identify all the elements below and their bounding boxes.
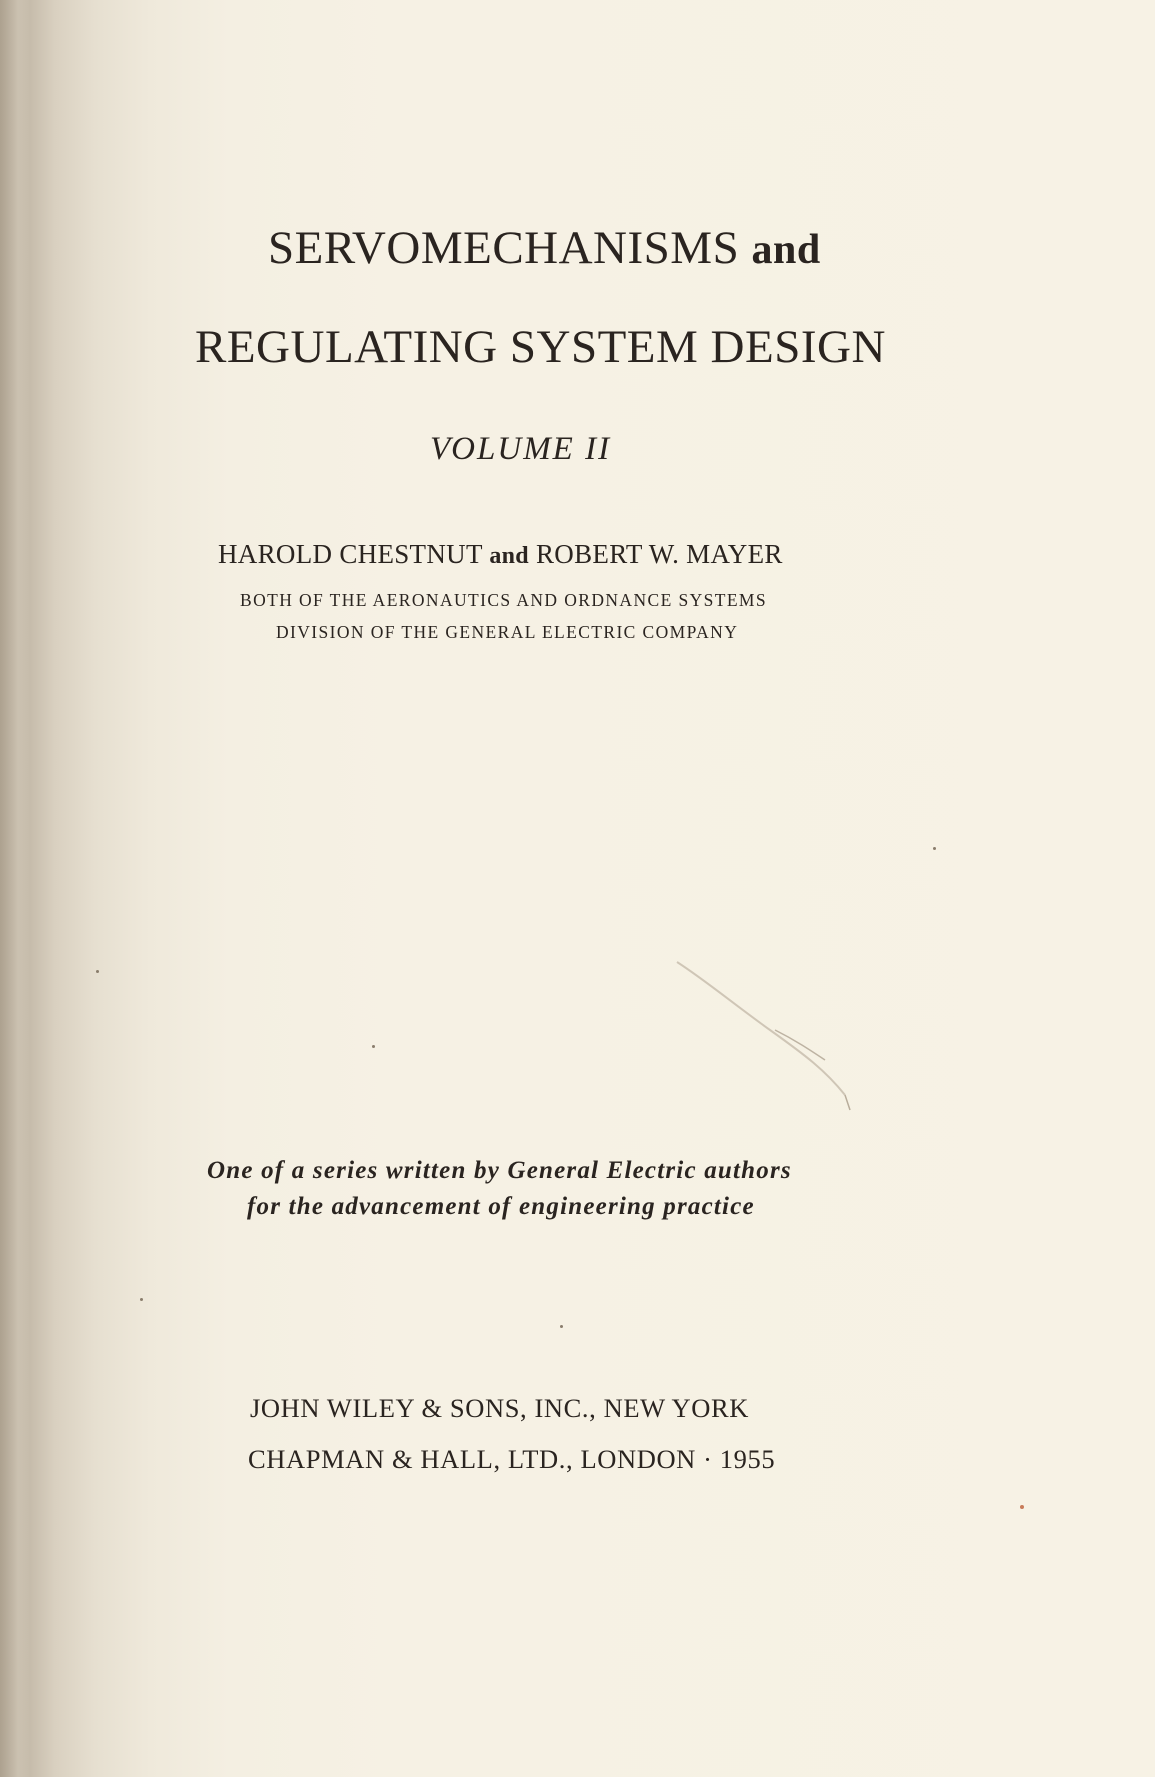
book-title-conjunction: and [751,227,821,273]
series-note-line-2: for the advancement of engineering practice [247,1193,755,1220]
publisher-line-2: CHAPMAN & HALL, LTD., LONDON · 1955 [248,1444,776,1474]
paper-speck [372,1045,375,1048]
author-second: ROBERT W. MAYER [536,539,783,569]
book-title-line-1 [268,221,848,275]
paper-speck [96,970,99,973]
authors-line [218,539,918,570]
page-gutter-shadow [0,0,30,1777]
affiliation-line-2: DIVISION OF THE GENERAL ELECTRIC COMPANY [276,622,739,642]
paper-speck [560,1325,563,1328]
author-first: HAROLD CHESTNUT [218,539,483,569]
affiliation-line-1: BOTH OF THE AERONAUTICS AND ORDNANCE SYSTEMS [240,590,768,610]
paper-speck [1020,1505,1024,1509]
book-title-line-2: REGULATING SYSTEM DESIGN [195,321,886,373]
paper-speck [933,847,936,850]
paper-crease-mark [675,960,865,1120]
publisher-line-1: JOHN WILEY & SONS, INC., NEW YORK [250,1393,749,1423]
authors-conjunction: and [489,543,529,569]
paper-speck [140,1298,143,1301]
book-title-main: SERVOMECHANISMS [268,222,740,274]
volume-label: VOLUME II [430,431,612,467]
series-note-line-1: One of a series written by General Electric authors [207,1157,792,1184]
